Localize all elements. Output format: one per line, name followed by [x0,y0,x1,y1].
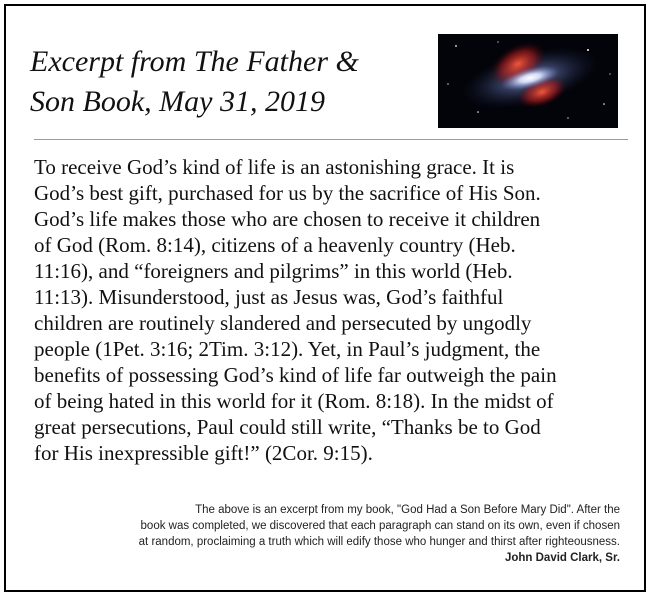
excerpt-line: benefits of possessing God’s kind of life far outweigh the pain [34,363,557,387]
excerpt-line: for His inexpressible gift!” (2Cor. 9:15). [34,441,373,465]
excerpt-line: God’s life makes those who are chosen to receive it children [34,207,541,231]
author-signature: John David Clark, Sr. [504,552,620,564]
galaxy-image [438,34,618,128]
excerpt-line: great persecutions, Paul could still write, “Thanks be to God [34,415,541,439]
excerpt-line: God’s best gift, purchased for us by the sacrifice of His Son. [34,181,541,205]
document-frame [4,4,646,592]
title-line-1: Excerpt from The Father & [30,45,359,78]
excerpt-line: 11:16), and “foreigners and pilgrims” in this world (Heb. [34,259,513,283]
footnote-line: at random, proclaiming a truth which will edify those who hunger and thirst after righteousness. [138,536,620,548]
excerpt-line: of God (Rom. 8:14), citizens of a heavenly country (Heb. [34,233,516,257]
excerpt-line: children are routinely slandered and persecuted by ungodly [34,311,532,335]
excerpt-line: To receive God’s kind of life is an astonishing grace. It is [34,155,515,179]
footnote-line: The above is an excerpt from my book, "God Had a Son Before Mary Did". After the [195,504,620,516]
excerpt-line: of being hated in this world for it (Rom. 8:18). In the midst of [34,389,554,413]
page-title [30,42,430,122]
excerpt-line: people (1Pet. 3:16; 2Tim. 3:12). Yet, in Paul’s judgment, the [34,337,541,361]
footnote [20,502,620,566]
excerpt-paragraph [34,154,634,466]
divider [34,139,628,140]
footnote-line: book was completed, we discovered that each paragraph can stand on its own, even if chosen [140,520,620,532]
title-line-2: Son Book, May 31, 2019 [30,85,325,118]
excerpt-line: 11:13). Misunderstood, just as Jesus was, God’s faithful [34,285,504,309]
